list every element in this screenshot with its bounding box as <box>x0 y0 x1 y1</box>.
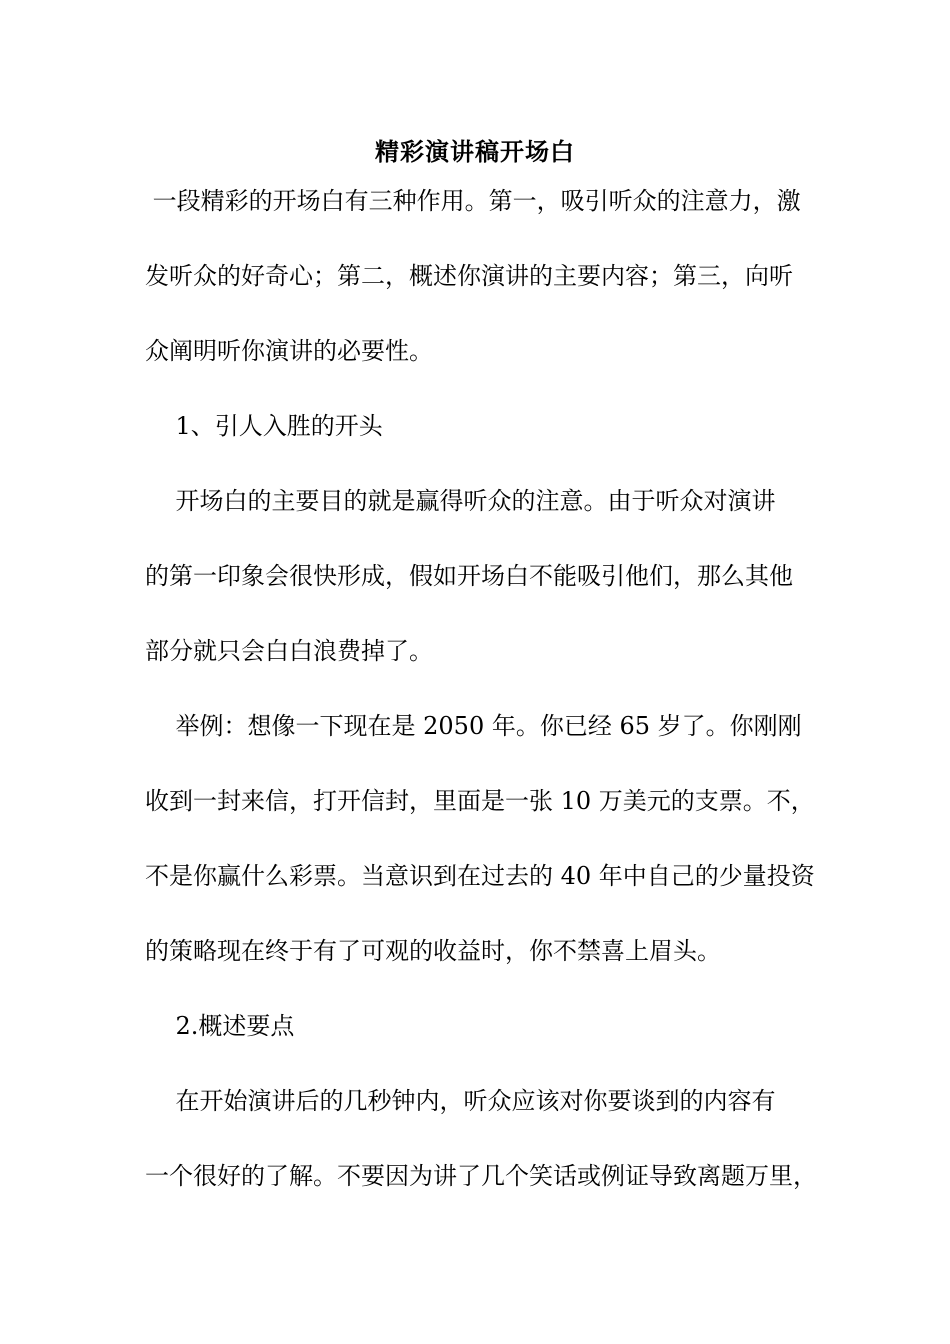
paragraph-line: 在开始演讲后的几秒钟内，听众应该对你要谈到的内容有 <box>145 1087 776 1115</box>
paragraph-line: 一个很好的了解。不要因为讲了几个笑话或例证导致离题万里， <box>145 1162 817 1190</box>
section-heading: 2.概述要点 <box>145 1012 295 1040</box>
document-title: 精彩演讲稿开场白 <box>375 138 575 166</box>
section-heading: 1、引人入胜的开头 <box>145 412 383 440</box>
paragraph-line: 一段精彩的开场白有三种作用。第一，吸引听众的注意力，激 <box>145 187 801 215</box>
paragraph-line: 收到一封来信，打开信封，里面是一张 10 万美元的支票。不， <box>145 787 815 815</box>
paragraph-line: 的第一印象会很快形成，假如开场白不能吸引他们，那么其他 <box>145 562 793 590</box>
paragraph-line: 开场白的主要目的就是赢得听众的注意。由于听众对演讲 <box>145 487 776 515</box>
paragraph-line: 的策略现在终于有了可观的收益时，你不禁喜上眉头。 <box>145 937 721 965</box>
paragraph-line: 不是你赢什么彩票。当意识到在过去的 40 年中自己的少量投资 <box>145 862 815 890</box>
paragraph-line: 部分就只会白白浪费掉了。 <box>145 637 433 665</box>
paragraph-line: 众阐明听你演讲的必要性。 <box>145 337 433 365</box>
paragraph-line: 举例：想像一下现在是 2050 年。你已经 65 岁了。你刚刚 <box>145 712 802 740</box>
paragraph-line: 发听众的好奇心；第二，概述你演讲的主要内容；第三，向听 <box>145 262 793 290</box>
